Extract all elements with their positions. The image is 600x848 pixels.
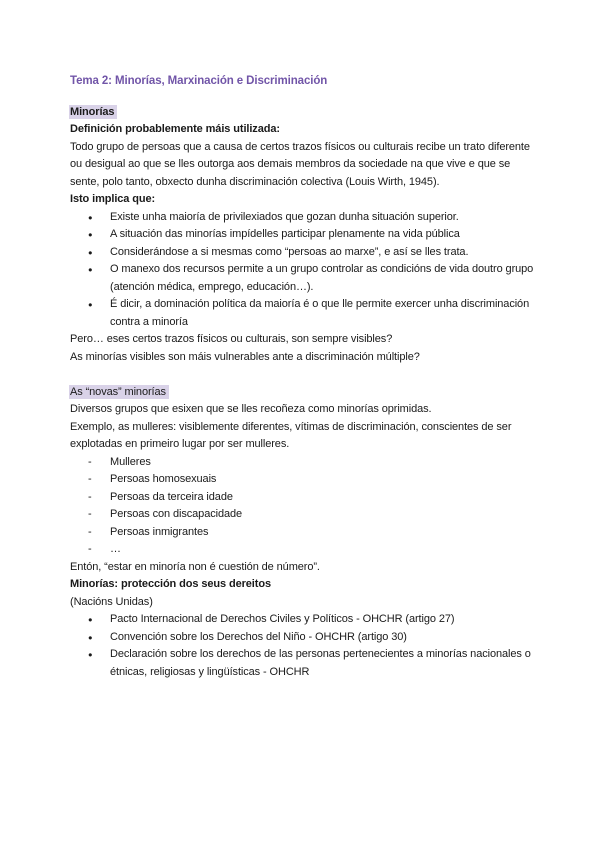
dash-item bbox=[70, 454, 536, 472]
section-heading-minorias: Minorías bbox=[69, 105, 117, 119]
dash-icon: - bbox=[88, 525, 92, 538]
groups-list bbox=[70, 454, 536, 559]
bullet-item bbox=[70, 226, 536, 244]
dash-item-text: Mulleres bbox=[110, 455, 151, 468]
dash-icon: - bbox=[88, 455, 92, 468]
implications-list bbox=[70, 209, 536, 332]
bullet-item-text: Considerándose a si mesmas como “persoas ao marxe”, e así se lles trata. bbox=[110, 245, 469, 258]
bullet-item-text: Declaración sobre los derechos de las personas pertenecientes a minorías nacionales o étnicas, religiosas y lingüísticas - OHCHR bbox=[110, 648, 531, 678]
dash-icon: - bbox=[88, 490, 92, 503]
dash-icon: - bbox=[88, 508, 92, 520]
section-heading-novas: As “novas” minorías bbox=[69, 385, 169, 399]
bullet-item-text: Pacto Internacional de Derechos Civiles y Políticos - OHCHR (artigo 27) bbox=[110, 613, 455, 625]
bullet-icon: ● bbox=[88, 300, 93, 309]
novas-intro: Diversos grupos que esixen que se lles recoñeza como minorías oprimidas. bbox=[70, 403, 432, 415]
question-multiple-discrimination: As minorías visibles son máis vulnerables ante a discriminación múltiple? bbox=[70, 350, 420, 363]
definition-paragraph: Todo grupo de persoas que a causa de certos trazos físicos ou culturais recibe un trato diferente ou desigual ao que se lles outorga aos demais membros da sociedade na que vive e que se sente, polo tanto, obxecto dunha discriminación colectiva (Louis Wirth, 1945). bbox=[70, 140, 530, 188]
bullet-icon: ● bbox=[88, 632, 93, 642]
protection-source: (Nacións Unidas) bbox=[70, 595, 153, 608]
dash-icon: - bbox=[88, 543, 92, 555]
dash-item bbox=[70, 506, 536, 524]
dash-item bbox=[70, 541, 536, 559]
bullet-icon: ● bbox=[88, 247, 93, 257]
bullet-item-text: Existe unha maioría de privilexiados que gozan dunha situación superior. bbox=[110, 210, 459, 223]
dash-item bbox=[70, 524, 536, 542]
bullet-icon: ● bbox=[88, 615, 93, 624]
protection-heading: Minorías: protección dos seus dereitos bbox=[70, 578, 271, 590]
bullet-icon: ● bbox=[88, 265, 93, 274]
bullet-item bbox=[70, 209, 536, 227]
section-heading-novas-line bbox=[70, 384, 536, 402]
bullet-item bbox=[70, 646, 536, 681]
protection-list bbox=[70, 611, 536, 681]
dash-item-text: … bbox=[110, 543, 121, 555]
bullet-item-text: Convención sobre los Derechos del Niño - OHCHR (artigo 30) bbox=[110, 630, 407, 643]
dash-item-text: Persoas con discapacidade bbox=[110, 508, 243, 520]
dash-item bbox=[70, 471, 536, 489]
dash-item-text: Persoas da terceira idade bbox=[110, 490, 233, 503]
bullet-item bbox=[70, 244, 536, 262]
bullet-item-text: É dicir, a dominación política da maioría é o que lle permite exercer unha discriminación contra a minoría bbox=[110, 298, 530, 328]
novas-example: Exemplo, as mulleres: visiblemente diferentes, vítimas de discriminación, conscientes de ser explotadas en primeiro lugar por ser mulleres. bbox=[70, 420, 512, 450]
implies-label: Isto implica que: bbox=[70, 193, 156, 205]
bullet-item bbox=[70, 629, 536, 647]
dash-item bbox=[70, 489, 536, 507]
dash-item-text: Persoas inmigrantes bbox=[110, 525, 209, 538]
dash-item-text: Persoas homosexuais bbox=[110, 473, 217, 485]
section-heading-minorias-line bbox=[70, 104, 536, 122]
bullet-item bbox=[70, 611, 536, 629]
bullet-icon: ● bbox=[88, 230, 93, 239]
definition-label: Definición probablemente máis utilizada: bbox=[70, 123, 280, 135]
bullet-item-text: O manexo dos recursos permite a un grupo controlar as condicións de vida doutro grupo (atención médica, emprego, educación…). bbox=[110, 263, 534, 293]
bullet-icon: ● bbox=[88, 212, 93, 222]
bullet-item bbox=[70, 261, 536, 296]
dash-icon: - bbox=[88, 473, 92, 485]
bullet-item bbox=[70, 296, 536, 331]
bullet-item-text: A situación das minorías impídelles participar plenamente na vida pública bbox=[110, 228, 460, 240]
bullet-icon: ● bbox=[88, 650, 93, 659]
question-visibility: Pero… eses certos trazos físicos ou culturais, son sempre visibles? bbox=[70, 333, 393, 345]
novas-conclusion: Entón, “estar en minoría non é cuestión de número”. bbox=[70, 560, 320, 573]
document-title: Tema 2: Minorías, Marxinación e Discriminación bbox=[70, 75, 328, 87]
